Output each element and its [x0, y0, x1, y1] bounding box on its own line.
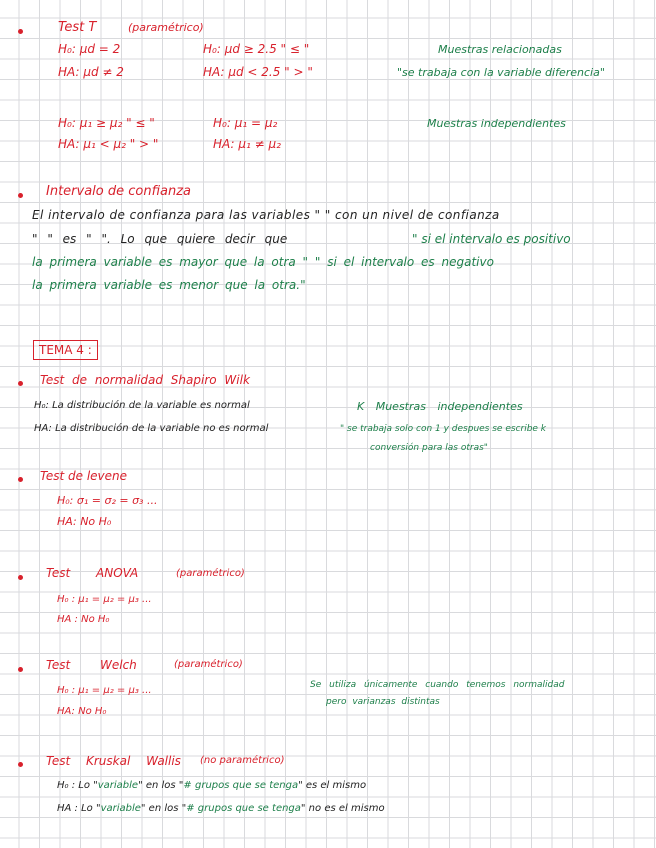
shapiro-title: Test de normalidad Shapiro Wilk [40, 373, 250, 387]
test-t-title: Test T [58, 20, 97, 35]
bullet-kruskal [18, 762, 23, 767]
k-samples-note-title: K Muestras independientes [357, 400, 523, 413]
test-t-indep-ha-right: HA: μ₁ ≠ μ₂ [213, 137, 281, 151]
bullet-welch [18, 667, 23, 672]
kruskal-title-note: (no paramétrico) [200, 755, 285, 766]
k-samples-note-line-2: conversión para las otras" [370, 443, 488, 453]
welch-title: Test Welch [46, 658, 137, 672]
test-t-title-note: (paramétrico) [128, 21, 204, 34]
kruskal-h0-variable: variable [97, 780, 139, 791]
intervalo-line-4: la primera variable es menor que la otra." [32, 278, 306, 292]
test-t-related-ha-left: HA: μd ≠ 2 [58, 65, 124, 79]
k-samples-note-line-1: " se trabaja solo con 1 y despues se escribe k [340, 424, 547, 434]
test-t-related-h0-right: H₀: μd ≥ 2.5 " ≤ " [203, 42, 310, 56]
kruskal-h0-part-c: " es el mismo [298, 780, 367, 791]
kruskal-ha-variable: variable [100, 803, 141, 814]
intervalo-line-1: El intervalo de confianza para las variables " " con un nivel de confianza [32, 208, 500, 222]
kruskal-ha-part-c: " no es el mismo [300, 803, 385, 814]
test-t-indep-h0-right: H₀: μ₁ = μ₂ [213, 116, 278, 130]
anova-h0: H₀ : μ₁ = μ₂ = μ₃ ... [57, 594, 152, 605]
levene-h0: H₀: σ₁ = σ₂ = σ₃ ... [57, 494, 158, 507]
welch-ha: HA: No H₀ [57, 706, 107, 717]
kruskal-ha-line [57, 804, 385, 814]
welch-note-line-2: pero varianzas distintas [326, 697, 440, 707]
anova-title: Test ANOVA [46, 566, 139, 580]
bullet-anova [18, 575, 23, 580]
shapiro-ha: HA: La distribución de la variable no es normal [34, 423, 269, 434]
kruskal-h0-line [57, 781, 366, 791]
bullet-shapiro [18, 381, 23, 386]
intervalo-line-2-green: " si el intervalo es positivo [412, 232, 571, 246]
kruskal-h0-groups: # grupos que se tenga [183, 780, 299, 791]
levene-title: Test de levene [40, 469, 128, 483]
tema-4-heading: TEMA 4 : [33, 340, 98, 360]
kruskal-title: Test Kruskal Wallis [46, 754, 181, 768]
independent-samples-note-title: Muestras independientes [427, 117, 566, 130]
bullet-levene [18, 477, 23, 482]
kruskal-h0-part-b: " en los " [138, 780, 184, 791]
levene-ha: HA: No H₀ [57, 515, 112, 528]
bullet-intervalo [18, 193, 23, 198]
anova-ha: HA : No H₀ [57, 614, 110, 625]
kruskal-h0-part-a: H₀ : Lo " [57, 780, 98, 791]
test-t-related-h0-left: H₀: μd = 2 [58, 42, 121, 56]
test-t-related-ha-right: HA: μd < 2.5 " > " [203, 65, 313, 79]
intervalo-line-3: la primera variable es mayor que la otra " " si el intervalo es negativo [32, 255, 494, 269]
related-samples-note-body: "se trabaja con la variable diferencia" [397, 66, 605, 79]
shapiro-h0: H₀: La distribución de la variable es normal [34, 400, 250, 411]
bullet-test-t [18, 29, 23, 34]
test-t-indep-h0-left: H₀: μ₁ ≥ μ₂ " ≤ " [58, 116, 155, 130]
kruskal-ha-part-b: " en los " [140, 803, 187, 814]
intervalo-title: Intervalo de confianza [46, 184, 191, 199]
related-samples-note-title: Muestras relacionadas [438, 43, 562, 56]
welch-h0: H₀ : μ₁ = μ₂ = μ₃ ... [57, 685, 152, 696]
kruskal-ha-groups: # grupos que se tenga [186, 803, 301, 814]
intervalo-line-2-black: " " es " ". Lo que quiere decir que [32, 232, 288, 246]
kruskal-ha-part-a: HA : Lo " [57, 803, 101, 814]
welch-note-line-1: Se utiliza únicamente cuando tenemos normalidad [310, 680, 565, 690]
anova-title-note: (paramétrico) [176, 568, 245, 579]
test-t-indep-ha-left: HA: μ₁ < μ₂ " > " [58, 137, 159, 151]
welch-title-note: (paramétrico) [174, 659, 243, 670]
